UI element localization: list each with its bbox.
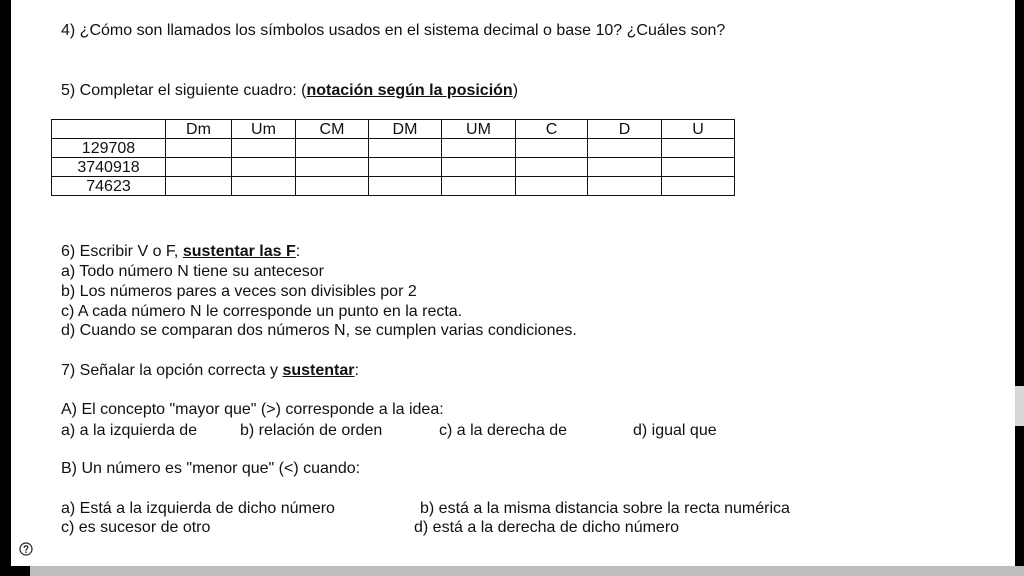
question-7-emphasis: sustentar [282, 362, 355, 379]
part-a-option-c: c) a la derecha de [439, 422, 568, 439]
empty-cell [442, 177, 516, 196]
document-page [11, 0, 1015, 566]
question-circle-icon[interactable] [19, 542, 33, 556]
empty-cell [588, 158, 662, 177]
empty-cell [369, 158, 442, 177]
empty-cell [516, 177, 588, 196]
part-b-option-a: a) Está a la izquierda de dicho número [61, 500, 335, 517]
empty-cell [232, 139, 296, 158]
header-cell: U [662, 120, 735, 139]
empty-cell [442, 158, 516, 177]
vertical-scrollbar-thumb[interactable] [1015, 386, 1024, 426]
empty-cell [166, 177, 232, 196]
part-b-option-d: d) está a la derecha de dicho número [414, 519, 680, 536]
header-cell: UM [442, 120, 516, 139]
question-6-item-d: d) Cuando se comparan dos números N, se cumplen varias condiciones. [61, 322, 577, 339]
table-row [52, 139, 735, 158]
horizontal-scrollbar[interactable] [30, 566, 1024, 576]
question-7-title: 7) Señalar la opción correcta y sustentar: [61, 362, 359, 379]
question-6-item-b: b) Los números pares a veces son divisibles por 2 [61, 283, 417, 300]
empty-cell [166, 139, 232, 158]
part-b-option-b: b) está a la misma distancia sobre la recta numérica [420, 500, 790, 517]
row-number-cell: 74623 [52, 177, 166, 196]
question-6-item-c: c) A cada número N le corresponde un punto en la recta. [61, 303, 463, 320]
question-5-title: 5) Completar el siguiente cuadro: (notación según la posición) [61, 82, 519, 99]
header-cell: DM [369, 120, 442, 139]
header-cell: Um [232, 120, 296, 139]
header-cell: CM [296, 120, 369, 139]
part-a-option-a: a) a la izquierda de [61, 422, 198, 439]
empty-cell [296, 139, 369, 158]
part-a-option-d: d) igual que [633, 422, 717, 439]
empty-cell [516, 158, 588, 177]
table-row [52, 177, 735, 196]
question-5-emphasis: notación según la posición [306, 82, 513, 99]
empty-cell [442, 139, 516, 158]
position-notation-table [51, 119, 735, 196]
question-6-title: 6) Escribir V o F, sustentar las F: [61, 243, 301, 260]
question-7-part-b: B) Un número es "menor que" (<) cuando: [61, 460, 361, 477]
header-cell: C [516, 120, 588, 139]
header-cell: Dm [166, 120, 232, 139]
row-number-cell: 129708 [52, 139, 166, 158]
header-cell: D [588, 120, 662, 139]
header-cell [52, 120, 166, 139]
empty-cell [296, 158, 369, 177]
empty-cell [232, 158, 296, 177]
empty-cell [166, 158, 232, 177]
empty-cell [369, 139, 442, 158]
empty-cell [232, 177, 296, 196]
table-row [52, 158, 735, 177]
question-7-part-a: A) El concepto "mayor que" (>) corresponde a la idea: [61, 401, 444, 418]
empty-cell [588, 139, 662, 158]
question-6-item-a: a) Todo número N tiene su antecesor [61, 263, 324, 280]
empty-cell [296, 177, 369, 196]
empty-cell [369, 177, 442, 196]
empty-cell [662, 139, 735, 158]
empty-cell [662, 158, 735, 177]
question-4: 4) ¿Cómo son llamados los símbolos usados en el sistema decimal o base 10? ¿Cuáles son? [61, 22, 726, 39]
part-a-option-b: b) relación de orden [240, 422, 383, 439]
empty-cell [516, 139, 588, 158]
row-number-cell: 3740918 [52, 158, 166, 177]
empty-cell [662, 177, 735, 196]
empty-cell [588, 177, 662, 196]
question-6-emphasis: sustentar las F [182, 243, 296, 260]
part-b-option-c: c) es sucesor de otro [61, 519, 211, 536]
table-header-row [52, 120, 735, 139]
